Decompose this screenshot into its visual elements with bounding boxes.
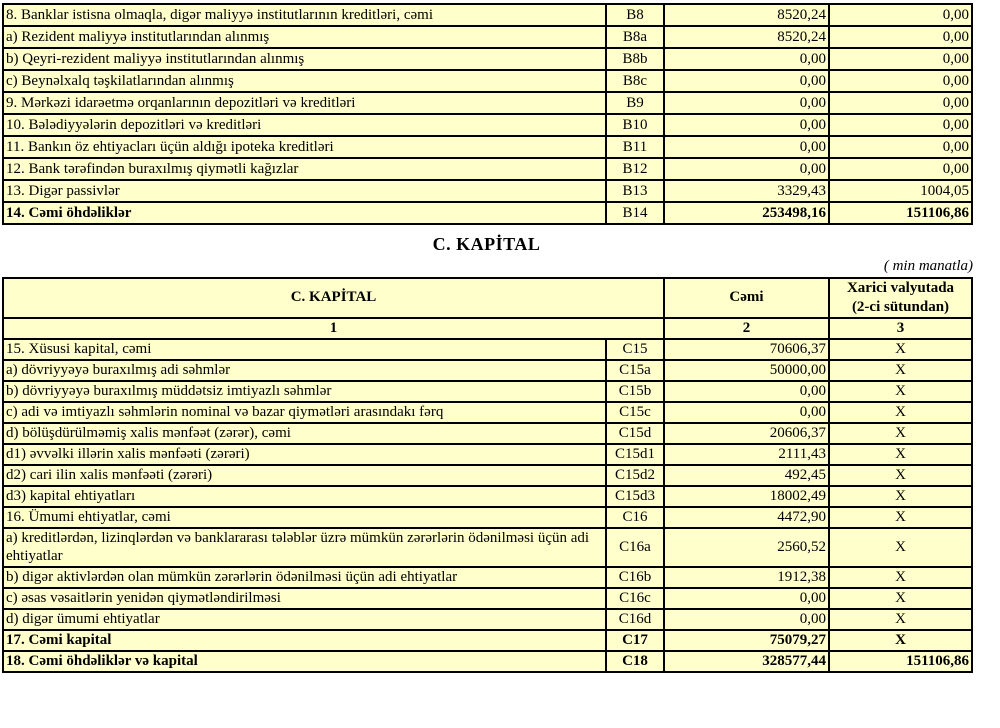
table-row <box>3 651 972 672</box>
table-row <box>3 360 972 381</box>
row-label: a) Rezident maliyyə institutlarından alınmış <box>3 26 606 48</box>
value-foreign: X <box>829 402 972 423</box>
value-foreign: X <box>829 567 972 588</box>
header-name: C. KAPİTAL <box>3 278 664 318</box>
row-label: 14. Cəmi öhdəliklər <box>3 202 606 224</box>
value-foreign: X <box>829 465 972 486</box>
value-foreign: X <box>829 609 972 630</box>
header-foreign-line1: Xarici valyutada <box>846 280 955 296</box>
row-code: C16 <box>606 507 664 528</box>
value-foreign: X <box>829 486 972 507</box>
value-foreign: X <box>829 588 972 609</box>
row-code: C16c <box>606 588 664 609</box>
row-label: c) əsas vəsaitlərin yenidən qiymətləndirilməsi <box>3 588 606 609</box>
row-code: C15a <box>606 360 664 381</box>
table-row <box>3 70 972 92</box>
value-total: 0,00 <box>664 48 829 70</box>
row-label: c) adi və imtiyazlı səhmlərin nominal və bazar qiymətləri arasındakı fərq <box>3 402 606 423</box>
value-total: 253498,16 <box>664 202 829 224</box>
capital-table <box>2 277 973 673</box>
table-row <box>3 402 972 423</box>
table-row <box>3 26 972 48</box>
value-total: 70606,37 <box>664 339 829 360</box>
value-total: 50000,00 <box>664 360 829 381</box>
row-code: B13 <box>606 180 664 202</box>
row-code: C16a <box>606 528 664 568</box>
column-number: 1 <box>3 318 664 339</box>
value-foreign: X <box>829 381 972 402</box>
header-total: Cəmi <box>664 278 829 318</box>
row-code: B8 <box>606 4 664 26</box>
row-label: 15. Xüsusi kapital, cəmi <box>3 339 606 360</box>
table-row <box>3 567 972 588</box>
table-row <box>3 423 972 444</box>
row-code: B8c <box>606 70 664 92</box>
row-label: 10. Bələdiyyələrin depozitləri və kreditləri <box>3 114 606 136</box>
liabilities-table <box>2 3 973 225</box>
value-total: 8520,24 <box>664 4 829 26</box>
row-label: d2) cari ilin xalis mənfəəti (zərəri) <box>3 465 606 486</box>
row-label: 16. Ümumi ehtiyatlar, cəmi <box>3 507 606 528</box>
row-code: C18 <box>606 651 664 672</box>
row-code: C15d1 <box>606 444 664 465</box>
unit-note: ( min manatla) <box>883 258 973 274</box>
value-foreign: X <box>829 630 972 651</box>
row-label: d3) kapital ehtiyatları <box>3 486 606 507</box>
table-row <box>3 465 972 486</box>
value-total: 1912,38 <box>664 567 829 588</box>
row-code: C15c <box>606 402 664 423</box>
value-total: 0,00 <box>664 92 829 114</box>
value-total: 75079,27 <box>664 630 829 651</box>
value-foreign: 0,00 <box>829 70 972 92</box>
row-code: B8a <box>606 26 664 48</box>
row-code: C15d3 <box>606 486 664 507</box>
value-foreign: 0,00 <box>829 26 972 48</box>
value-foreign: 0,00 <box>829 114 972 136</box>
row-code: C15d2 <box>606 465 664 486</box>
row-label: 8. Banklar istisna olmaqla, digər maliyyə institutlarının kreditləri, cəmi <box>3 4 606 26</box>
row-code: C16b <box>606 567 664 588</box>
row-label: a) dövriyyəyə buraxılmış adi səhmlər <box>3 360 606 381</box>
table-row <box>3 528 972 568</box>
table-row <box>3 114 972 136</box>
header-foreign <box>829 278 972 318</box>
row-label: b) dövriyyəyə buraxılmış müddətsiz imtiyazlı səhmlər <box>3 381 606 402</box>
row-label: b) digər aktivlərdən olan mümkün zərərlərin ödənilməsi üçün adi ehtiyatlar <box>3 567 606 588</box>
row-label: c) Beynəlxalq təşkilatlarından alınmış <box>3 70 606 92</box>
column-number: 2 <box>664 318 829 339</box>
value-foreign: 0,00 <box>829 4 972 26</box>
table-row <box>3 486 972 507</box>
value-foreign: 151106,86 <box>829 202 972 224</box>
value-total: 0,00 <box>664 609 829 630</box>
row-code: C15d <box>606 423 664 444</box>
value-foreign: X <box>829 339 972 360</box>
row-code: B12 <box>606 158 664 180</box>
value-foreign: 1004,05 <box>829 180 972 202</box>
table-row <box>3 630 972 651</box>
table-row <box>3 136 972 158</box>
row-code: B14 <box>606 202 664 224</box>
row-code: C15 <box>606 339 664 360</box>
value-foreign: X <box>829 360 972 381</box>
value-foreign: X <box>829 507 972 528</box>
row-code: B8b <box>606 48 664 70</box>
value-total: 2111,43 <box>664 444 829 465</box>
value-total: 0,00 <box>664 402 829 423</box>
value-foreign: X <box>829 423 972 444</box>
value-foreign: 0,00 <box>829 48 972 70</box>
table-row <box>3 609 972 630</box>
row-code: B10 <box>606 114 664 136</box>
row-label: 11. Bankın öz ehtiyacları üçün aldığı ipoteka kreditləri <box>3 136 606 158</box>
table-header-row <box>3 278 972 318</box>
header-foreign-line2: (2-ci sütundan) <box>851 298 950 315</box>
value-total: 492,45 <box>664 465 829 486</box>
row-code: C16d <box>606 609 664 630</box>
value-total: 0,00 <box>664 588 829 609</box>
value-total: 0,00 <box>664 136 829 158</box>
row-code: C15b <box>606 381 664 402</box>
column-number: 3 <box>829 318 972 339</box>
column-number-row <box>3 318 972 339</box>
value-foreign: 0,00 <box>829 136 972 158</box>
value-total: 18002,49 <box>664 486 829 507</box>
row-label: 18. Cəmi öhdəliklər və kapital <box>3 651 606 672</box>
table-row <box>3 4 972 26</box>
value-total: 20606,37 <box>664 423 829 444</box>
value-total: 0,00 <box>664 158 829 180</box>
value-total: 2560,52 <box>664 528 829 568</box>
table-row <box>3 339 972 360</box>
value-total: 328577,44 <box>664 651 829 672</box>
row-label: a) kreditlərdən, lizinqlərdən və banklararası tələblər üzrə mümkün zərərlərin ödənilməsi üçün adi ehtiyatlar <box>3 528 606 568</box>
table-row <box>3 202 972 224</box>
table-row <box>3 158 972 180</box>
table-row <box>3 444 972 465</box>
row-label: b) Qeyri-rezident maliyyə institutlarından alınmış <box>3 48 606 70</box>
value-foreign: X <box>829 444 972 465</box>
row-label: d1) əvvəlki illərin xalis mənfəəti (zərəri) <box>3 444 606 465</box>
value-total: 0,00 <box>664 114 829 136</box>
row-label: d) digər ümumi ehtiyatlar <box>3 609 606 630</box>
row-label: 9. Mərkəzi idarəetmə orqanlarının depozitləri və kreditləri <box>3 92 606 114</box>
value-foreign: 0,00 <box>829 92 972 114</box>
row-label: 13. Digər passivlər <box>3 180 606 202</box>
value-foreign: 151106,86 <box>829 651 972 672</box>
value-total: 3329,43 <box>664 180 829 202</box>
value-total: 0,00 <box>664 381 829 402</box>
row-label: 12. Bank tərəfindən buraxılmış qiymətli kağızlar <box>3 158 606 180</box>
table-row <box>3 48 972 70</box>
value-total: 4472,90 <box>664 507 829 528</box>
row-label: 17. Cəmi kapital <box>3 630 606 651</box>
table-row <box>3 381 972 402</box>
row-code: C17 <box>606 630 664 651</box>
value-foreign: X <box>829 528 972 568</box>
table-row <box>3 180 972 202</box>
section-title: C. KAPİTAL <box>432 234 541 254</box>
value-foreign: 0,00 <box>829 158 972 180</box>
value-total: 8520,24 <box>664 26 829 48</box>
table-row <box>3 507 972 528</box>
value-total: 0,00 <box>664 70 829 92</box>
row-code: B11 <box>606 136 664 158</box>
table-row <box>3 588 972 609</box>
row-code: B9 <box>606 92 664 114</box>
table-row <box>3 92 972 114</box>
row-label: d) bölüşdürülməmiş xalis mənfəət (zərər), cəmi <box>3 423 606 444</box>
